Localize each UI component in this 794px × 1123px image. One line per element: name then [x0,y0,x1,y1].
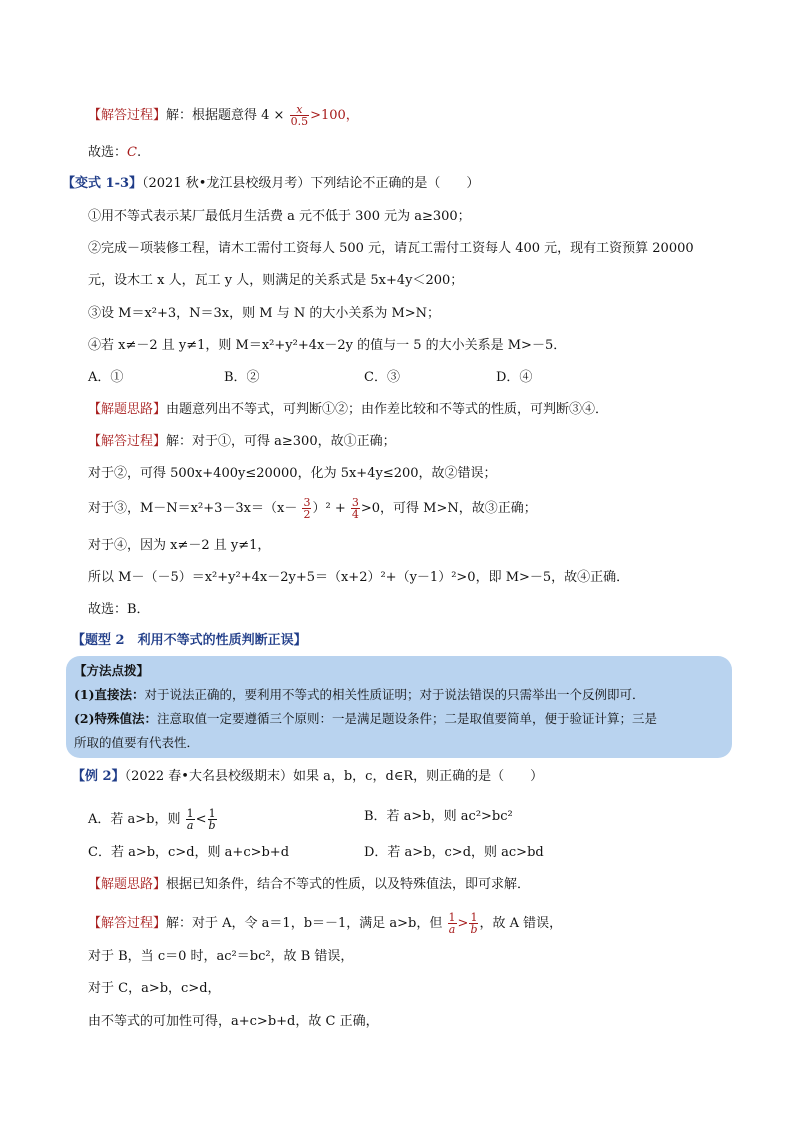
thinking-line: 【解题思路】由题意列出不等式，可判断①②；由作差比较和不等式的性质，可判断③④． [88,402,609,417]
option-c: C．③ [364,370,400,385]
ex2-process-2: 对于 B，当 c＝0 时，ac²＝bc²，故 B 错误， [88,949,354,964]
process-line-3: 对于③，M－N＝x²+3－3x＝（x－ $\frac{3}{2}$ ）² + $\frac{3}{4}$ >0，可得 M>N，故③正确； [88,496,537,521]
process-line-4: 对于④，因为 x≠－2 且 y≠1， [88,538,271,553]
ex2-process-3: 对于 C，a>b，c>d， [88,981,221,996]
variant-question: 【变式 1-3】（2021 秋•龙江县校级月考）下列结论不正确的是（ ） [62,176,480,191]
statement-4: ④若 x≠－2 且 y≠1，则 M＝x²+y²+4x－2y 的值与一 5 的大小关系是 M>－5． [88,338,567,353]
ex2-option-b: B．若 a>b，则 ac²>bc² [364,809,513,824]
fraction: $\frac{1}{b}$ [208,807,216,832]
process-line-2: 对于②，可得 500x+400y≤20000，化为 5x+4y≤200，故②错误； [88,466,497,481]
process-line-5: 所以 M－（－5）＝x²+y²+4x－2y+5＝（x+2）²+（y－1）²>0，即 M>－5，故④正确． [88,570,630,585]
process-line-6: 故选：B． [88,602,150,617]
fraction: $\frac{1}{b}$ [470,911,478,936]
fraction: $\frac{1}{a}$ [186,807,194,832]
option-b: B．② [224,370,260,385]
method-line-1: (1)直接法：对于说法正确的，要利用不等式的相关性质证明；对于说法错误的只需举出一个反例即可． [74,687,645,702]
answer-process-tag: 【解答过程】 [88,108,167,123]
fraction: $\frac{1}{a}$ [448,911,456,936]
process-line-1: 【解答过程】解：对于①，可得 a≥300，故①正确； [88,434,396,449]
method-line-2: (2)特殊值法：注意取值一定要遵循三个原则：一是满足题设条件；二是取值要简单，便于验证计算；三是 [74,711,658,726]
example-2-question: 【例 2】（2022 春•大名县校级期末）如果 a，b，c，d∈R，则正确的是（ ） [72,769,544,784]
statement-2a: ②完成－项装修工程，请木工需付工资每人 500 元，请瓦工需付工资每人 400 元，现有工资预算 20000 [88,241,694,256]
ex2-process-1: 【解答过程】解：对于 A，令 a＝1，b＝－1，满足 a>b，但 $\frac{1}{a}$ > $\frac{1}{b}$ ，故 A 错误， [88,911,563,936]
statement-2b: 元，设木工 x 人，瓦工 y 人，则满足的关系式是 5x+4y＜200； [88,273,464,288]
method-line-3: 所取的值要有代表性． [74,735,200,750]
ex2-process-4: 由不等式的可加性可得，a+c>b+d，故 C 正确， [88,1014,379,1029]
ex2-thinking: 【解题思路】根据已知条件，结合不等式的性质，以及特殊值法，即可求解． [88,877,531,892]
variant-tag: 【变式 1-3】 [62,176,143,191]
option-d: D．④ [496,370,533,385]
fraction: $\frac{3}{4}$ [351,496,359,521]
ex2-option-c: C．若 a>b，c>d，则 a+c>b+d [88,845,290,860]
method-box [66,656,732,758]
ex2-option-a: A．若 a>b，则 $\frac{1}{a}$ < $\frac{1}{b}$ [88,807,216,832]
statement-1: ①用不等式表示某厂最低月生活费 a 元不低于 300 元为 a≥300； [88,209,471,224]
fraction: $\frac{3}{2}$ [303,496,311,521]
option-a: A．① [88,370,124,385]
choose-line: 故选：C. [88,145,142,160]
fraction: $\frac{x}{0.5}$ [290,103,309,128]
answer-process-line: 【解答过程】解：根据题意得 4 × $\frac{x}{0.5}$ >100， [88,103,359,128]
method-title: 【方法点拨】 [74,663,150,678]
section-title: 【题型 2 利用不等式的性质判断正误】 [72,633,307,648]
ex2-option-d: D．若 a>b，c>d，则 ac>bd [364,845,544,860]
statement-3: ③设 M＝x²+3，N＝3x，则 M 与 N 的大小关系为 M>N； [88,306,441,321]
